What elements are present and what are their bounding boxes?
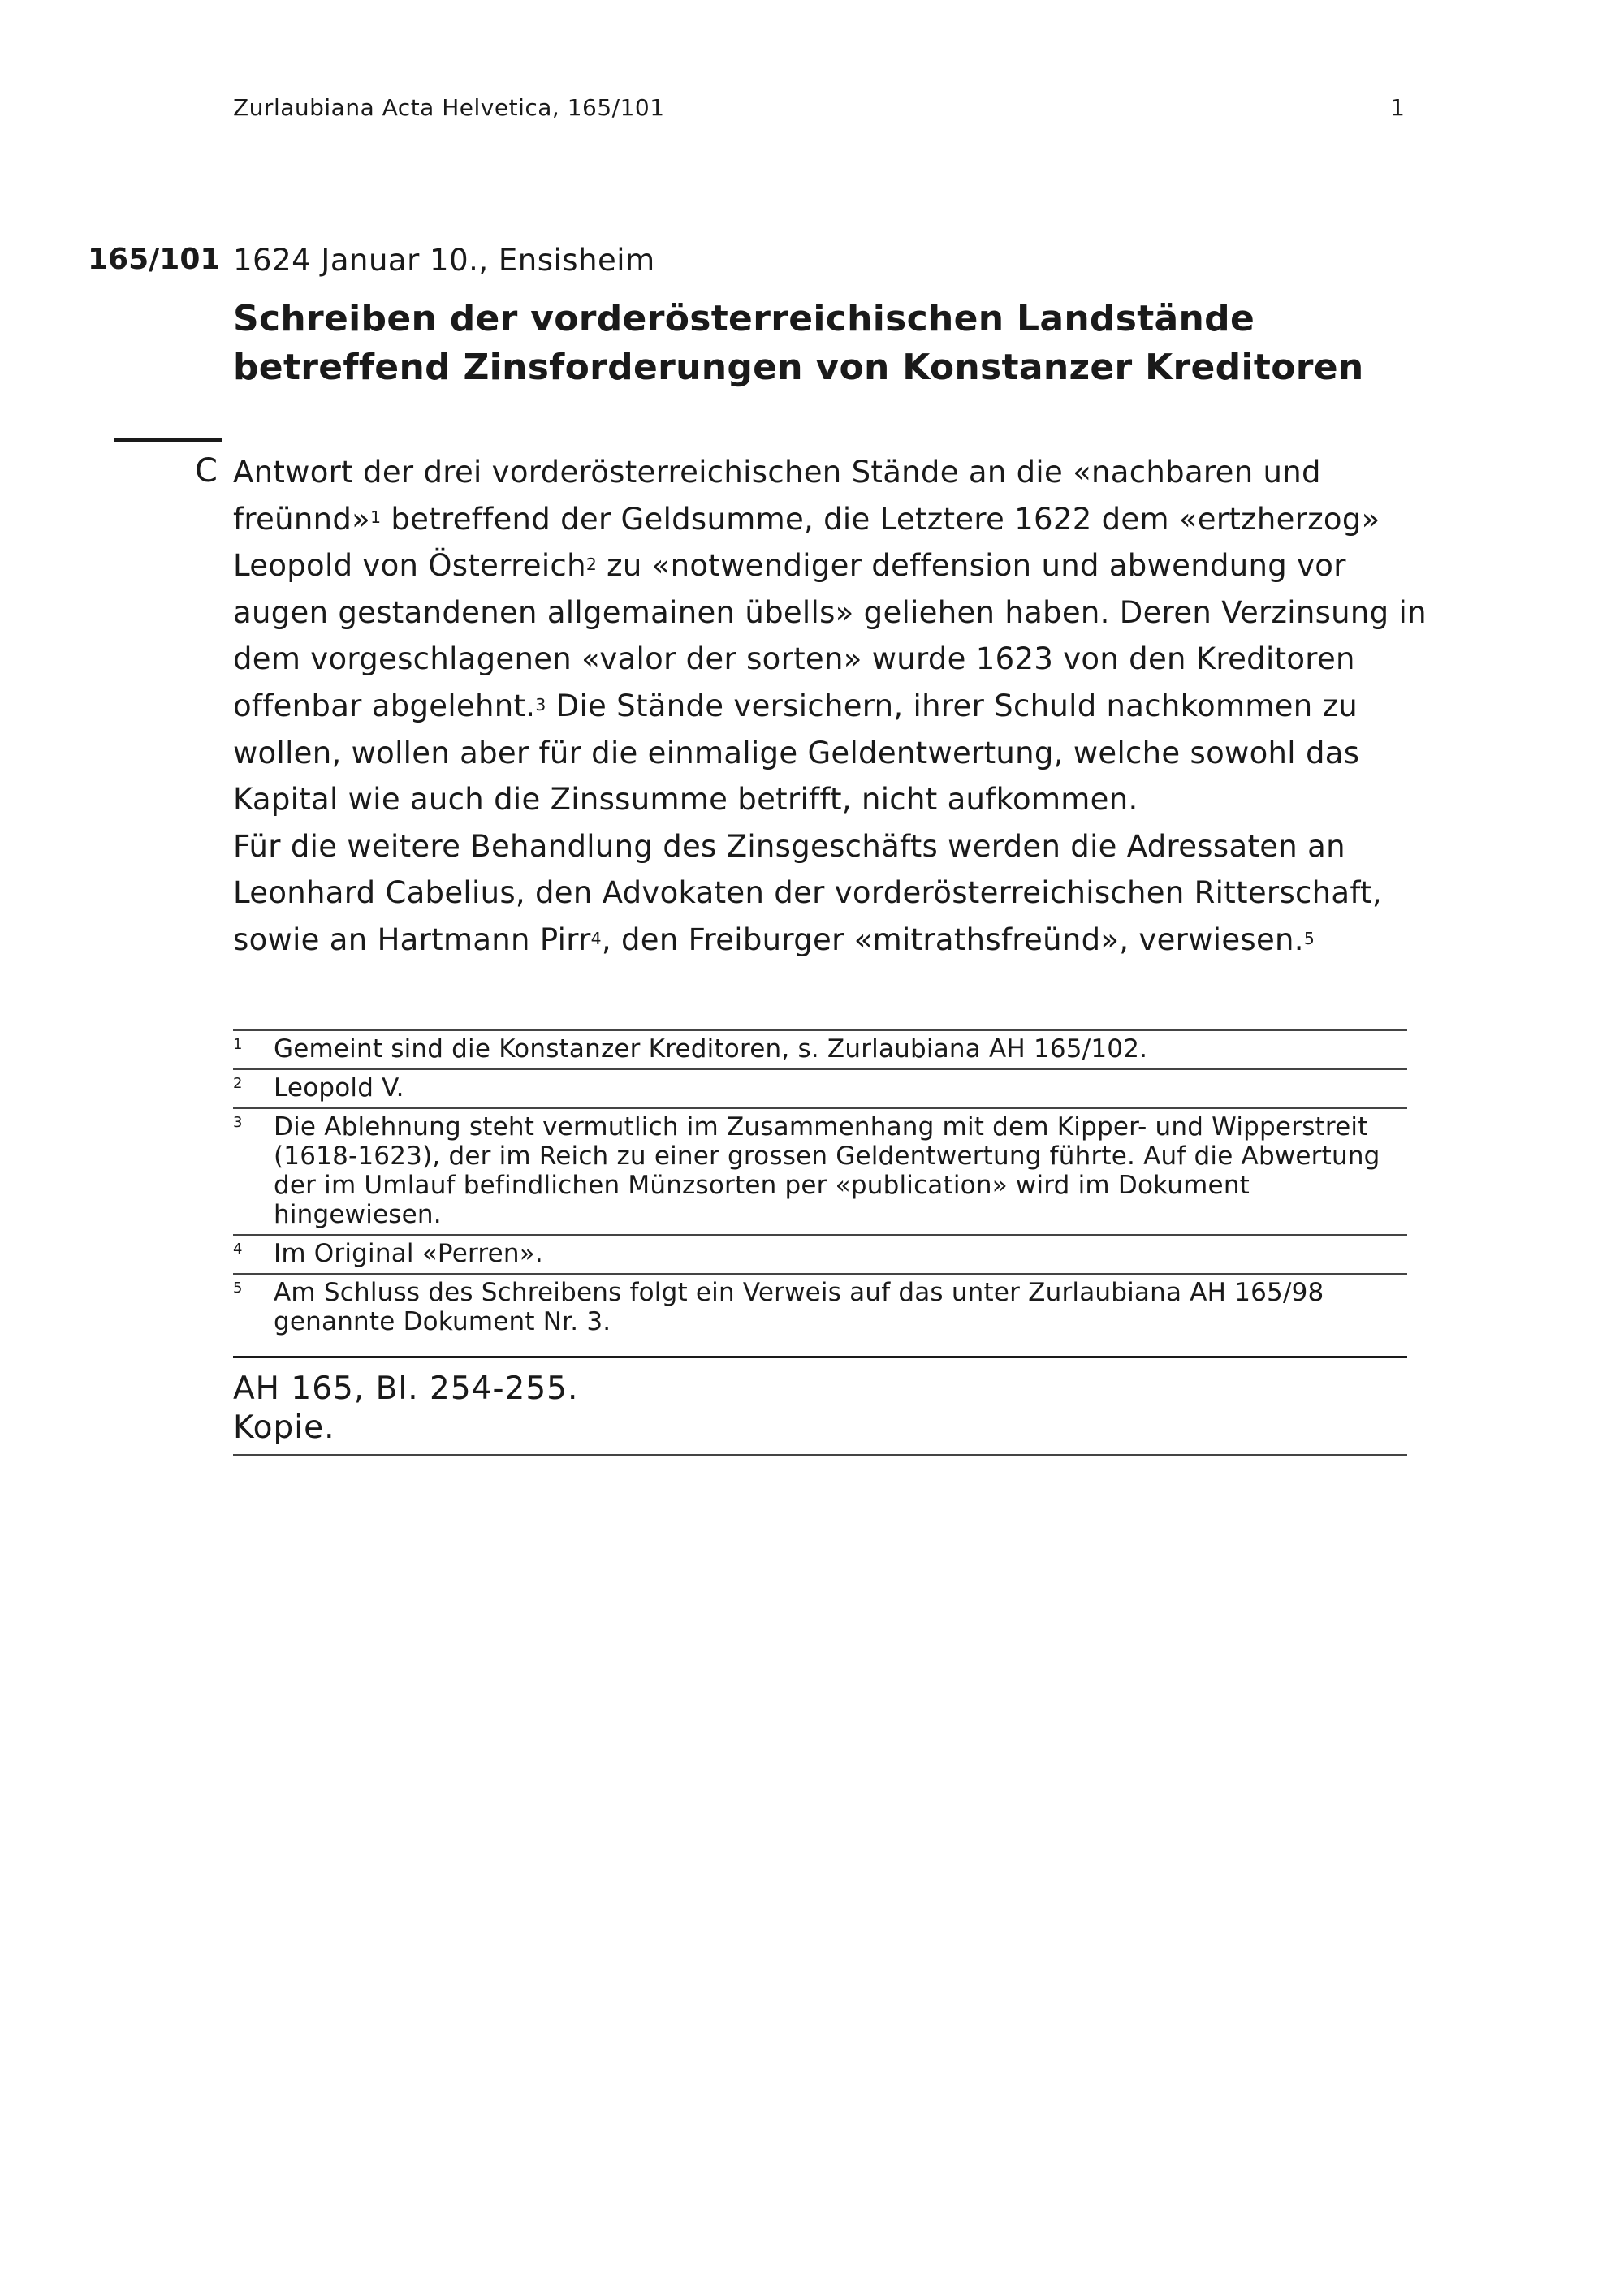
footnote: [233, 1107, 1407, 1234]
footnote-ref-1[interactable]: 1: [370, 507, 382, 528]
footnote: [233, 1273, 1407, 1341]
footnote-ref-2[interactable]: 2: [585, 555, 598, 575]
footnote-text: Die Ablehnung steht vermutlich im Zusammenhang mit dem Kipper- und Wipperstreit (1618-1623), der im Reich zu einer grossen Geldentwertung führte. Auf die Abwertung der im Umlauf befindlichen Münzsorten per «publication» wird im Dokument hingewiesen.: [274, 1112, 1380, 1229]
source-reference: AH 165, Bl. 254-255.: [233, 1370, 579, 1407]
abstract-paragraph-2: Für die weitere Behandlung des Zinsgeschäfts werden die Adressaten an Leonhard Cabelius, den Advokaten der vorderösterreichischen Ritterschaft, sowie an Hartmann Pirr$^4$, den Freiburger «mitrathsfreünd», verwiesen.$^5$: [233, 828, 1382, 957]
footnote-number: 3: [233, 1114, 243, 1131]
siglum: C: [195, 452, 218, 490]
document-title: Schreiben der vorderösterreichischen Landstände betreffend Zinsforderungen von Konstanzer Kreditoren: [233, 298, 1364, 388]
date-place: 1624 Januar 10., Ensisheim: [233, 243, 655, 278]
footnote-number: 4: [233, 1241, 243, 1258]
footnote-ref-4[interactable]: 4: [590, 928, 602, 948]
section-rule: [114, 438, 222, 442]
abstract-paragraph-1: Antwort der drei vorderösterreichischen Stände an die «nachbaren und freünnd»$^1$ betreffend der Geldsumme, die Letztere 1622 dem «ertzherzog» Leopold von Österreich$^2$ zu «notwendiger deffension und abwendung vor augen gestandenen allgemainen übells» geliehen haben. Deren Verzinsung in dem vorgeschlagenen «valor der sorten» wurde 1623 von den Kreditoren offenbar abgelehnt.$^3$ Die Stände versichern, ihrer Schuld nachkommen zu wollen, wollen aber für die einmalige Geldentwertung, welche sowohl das Kapital wie auch die Zinssumme betrifft, nicht aufkommen.: [233, 455, 1427, 818]
abstract-text: [233, 449, 1435, 964]
footnote-number: 5: [233, 1280, 243, 1297]
footnote: [233, 1029, 1407, 1068]
source-note: [233, 1356, 1407, 1456]
document-number: 165/101: [88, 243, 221, 276]
running-head: Zurlaubiana Acta Helvetica, 165/101: [233, 94, 665, 121]
footnote-number: 1: [233, 1036, 243, 1053]
footnote-ref-3[interactable]: 3: [535, 694, 546, 714]
footnote-number: 2: [233, 1075, 243, 1092]
footnote-text: Gemeint sind die Konstanzer Kreditoren, s. Zurlaubiana AH 165/102.: [274, 1034, 1148, 1064]
footnote-text: Leopold V.: [274, 1073, 404, 1103]
footnotes: [233, 1029, 1407, 1341]
footnote-text: Am Schluss des Schreibens folgt ein Verweis auf das unter Zurlaubiana AH 165/98 genannte Dokument Nr. 3.: [274, 1278, 1324, 1336]
footnote: [233, 1068, 1407, 1107]
page-number: 1: [1390, 94, 1405, 121]
footnote-ref-5[interactable]: 5: [1303, 928, 1315, 948]
source-type: Kopie.: [233, 1409, 335, 1446]
footnote-text: Im Original «Perren».: [274, 1239, 543, 1268]
footnote: [233, 1234, 1407, 1273]
